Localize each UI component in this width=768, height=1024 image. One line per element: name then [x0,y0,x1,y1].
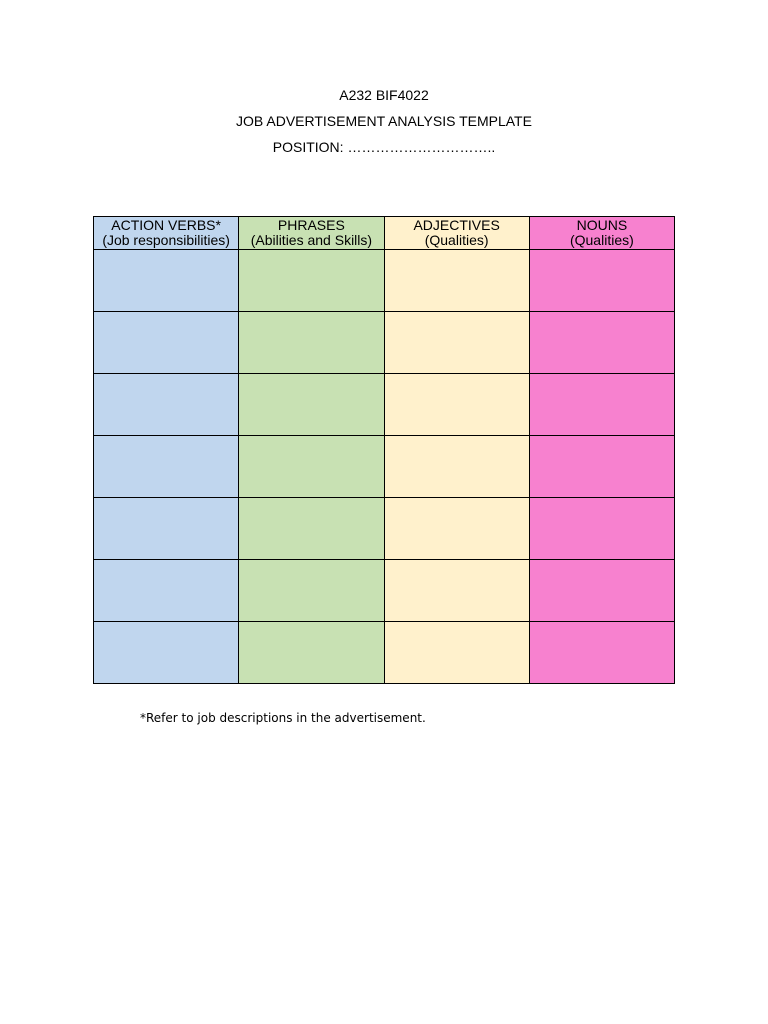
cell-adjectives[interactable] [384,374,529,436]
table-body [94,250,675,684]
cell-phrases[interactable] [239,312,384,374]
cell-action-verbs[interactable] [94,436,239,498]
cell-phrases[interactable] [239,250,384,312]
position-field: POSITION: ………………………….. [272,139,496,155]
cell-adjectives[interactable] [384,436,529,498]
table-row [94,498,675,560]
header-action-verbs-title: ACTION VERBS* [111,217,221,233]
cell-nouns[interactable] [529,374,674,436]
cell-action-verbs[interactable] [94,498,239,560]
table-row [94,250,675,312]
header-action-verbs-subtitle: (Job responsibilities) [102,232,230,248]
cell-action-verbs[interactable] [94,250,239,312]
table-row [94,436,675,498]
header-phrases [239,217,384,250]
cell-phrases[interactable] [239,436,384,498]
cell-nouns[interactable] [529,436,674,498]
cell-action-verbs[interactable] [94,622,239,684]
table-row [94,560,675,622]
cell-action-verbs[interactable] [94,312,239,374]
analysis-table [93,216,675,684]
header-adjectives-subtitle: (Qualities) [424,232,489,248]
cell-action-verbs[interactable] [94,374,239,436]
cell-action-verbs[interactable] [94,560,239,622]
cell-nouns[interactable] [529,622,674,684]
header-adjectives-title: ADJECTIVES [413,217,500,233]
cell-nouns[interactable] [529,250,674,312]
table-row [94,312,675,374]
cell-nouns[interactable] [529,498,674,560]
footnote: *Refer to job descriptions in the advertisement. [140,711,426,725]
cell-phrases[interactable] [239,498,384,560]
cell-nouns[interactable] [529,312,674,374]
table-row [94,374,675,436]
course-code: A232 BIF4022 [339,87,429,103]
cell-adjectives[interactable] [384,312,529,374]
table-row [94,622,675,684]
cell-adjectives[interactable] [384,622,529,684]
cell-adjectives[interactable] [384,250,529,312]
header-nouns-title: NOUNS [576,217,628,233]
cell-adjectives[interactable] [384,560,529,622]
header-phrases-title: PHRASES [277,217,345,233]
cell-phrases[interactable] [239,622,384,684]
cell-nouns[interactable] [529,560,674,622]
table-header-row [94,217,675,250]
cell-phrases[interactable] [239,374,384,436]
document-title: JOB ADVERTISEMENT ANALYSIS TEMPLATE [236,113,532,129]
header-phrases-subtitle: (Abilities and Skills) [250,232,373,248]
header-nouns [529,217,674,250]
header-action-verbs [94,217,239,250]
cell-adjectives[interactable] [384,498,529,560]
header-nouns-subtitle: (Qualities) [569,232,634,248]
cell-phrases[interactable] [239,560,384,622]
header-adjectives [384,217,529,250]
